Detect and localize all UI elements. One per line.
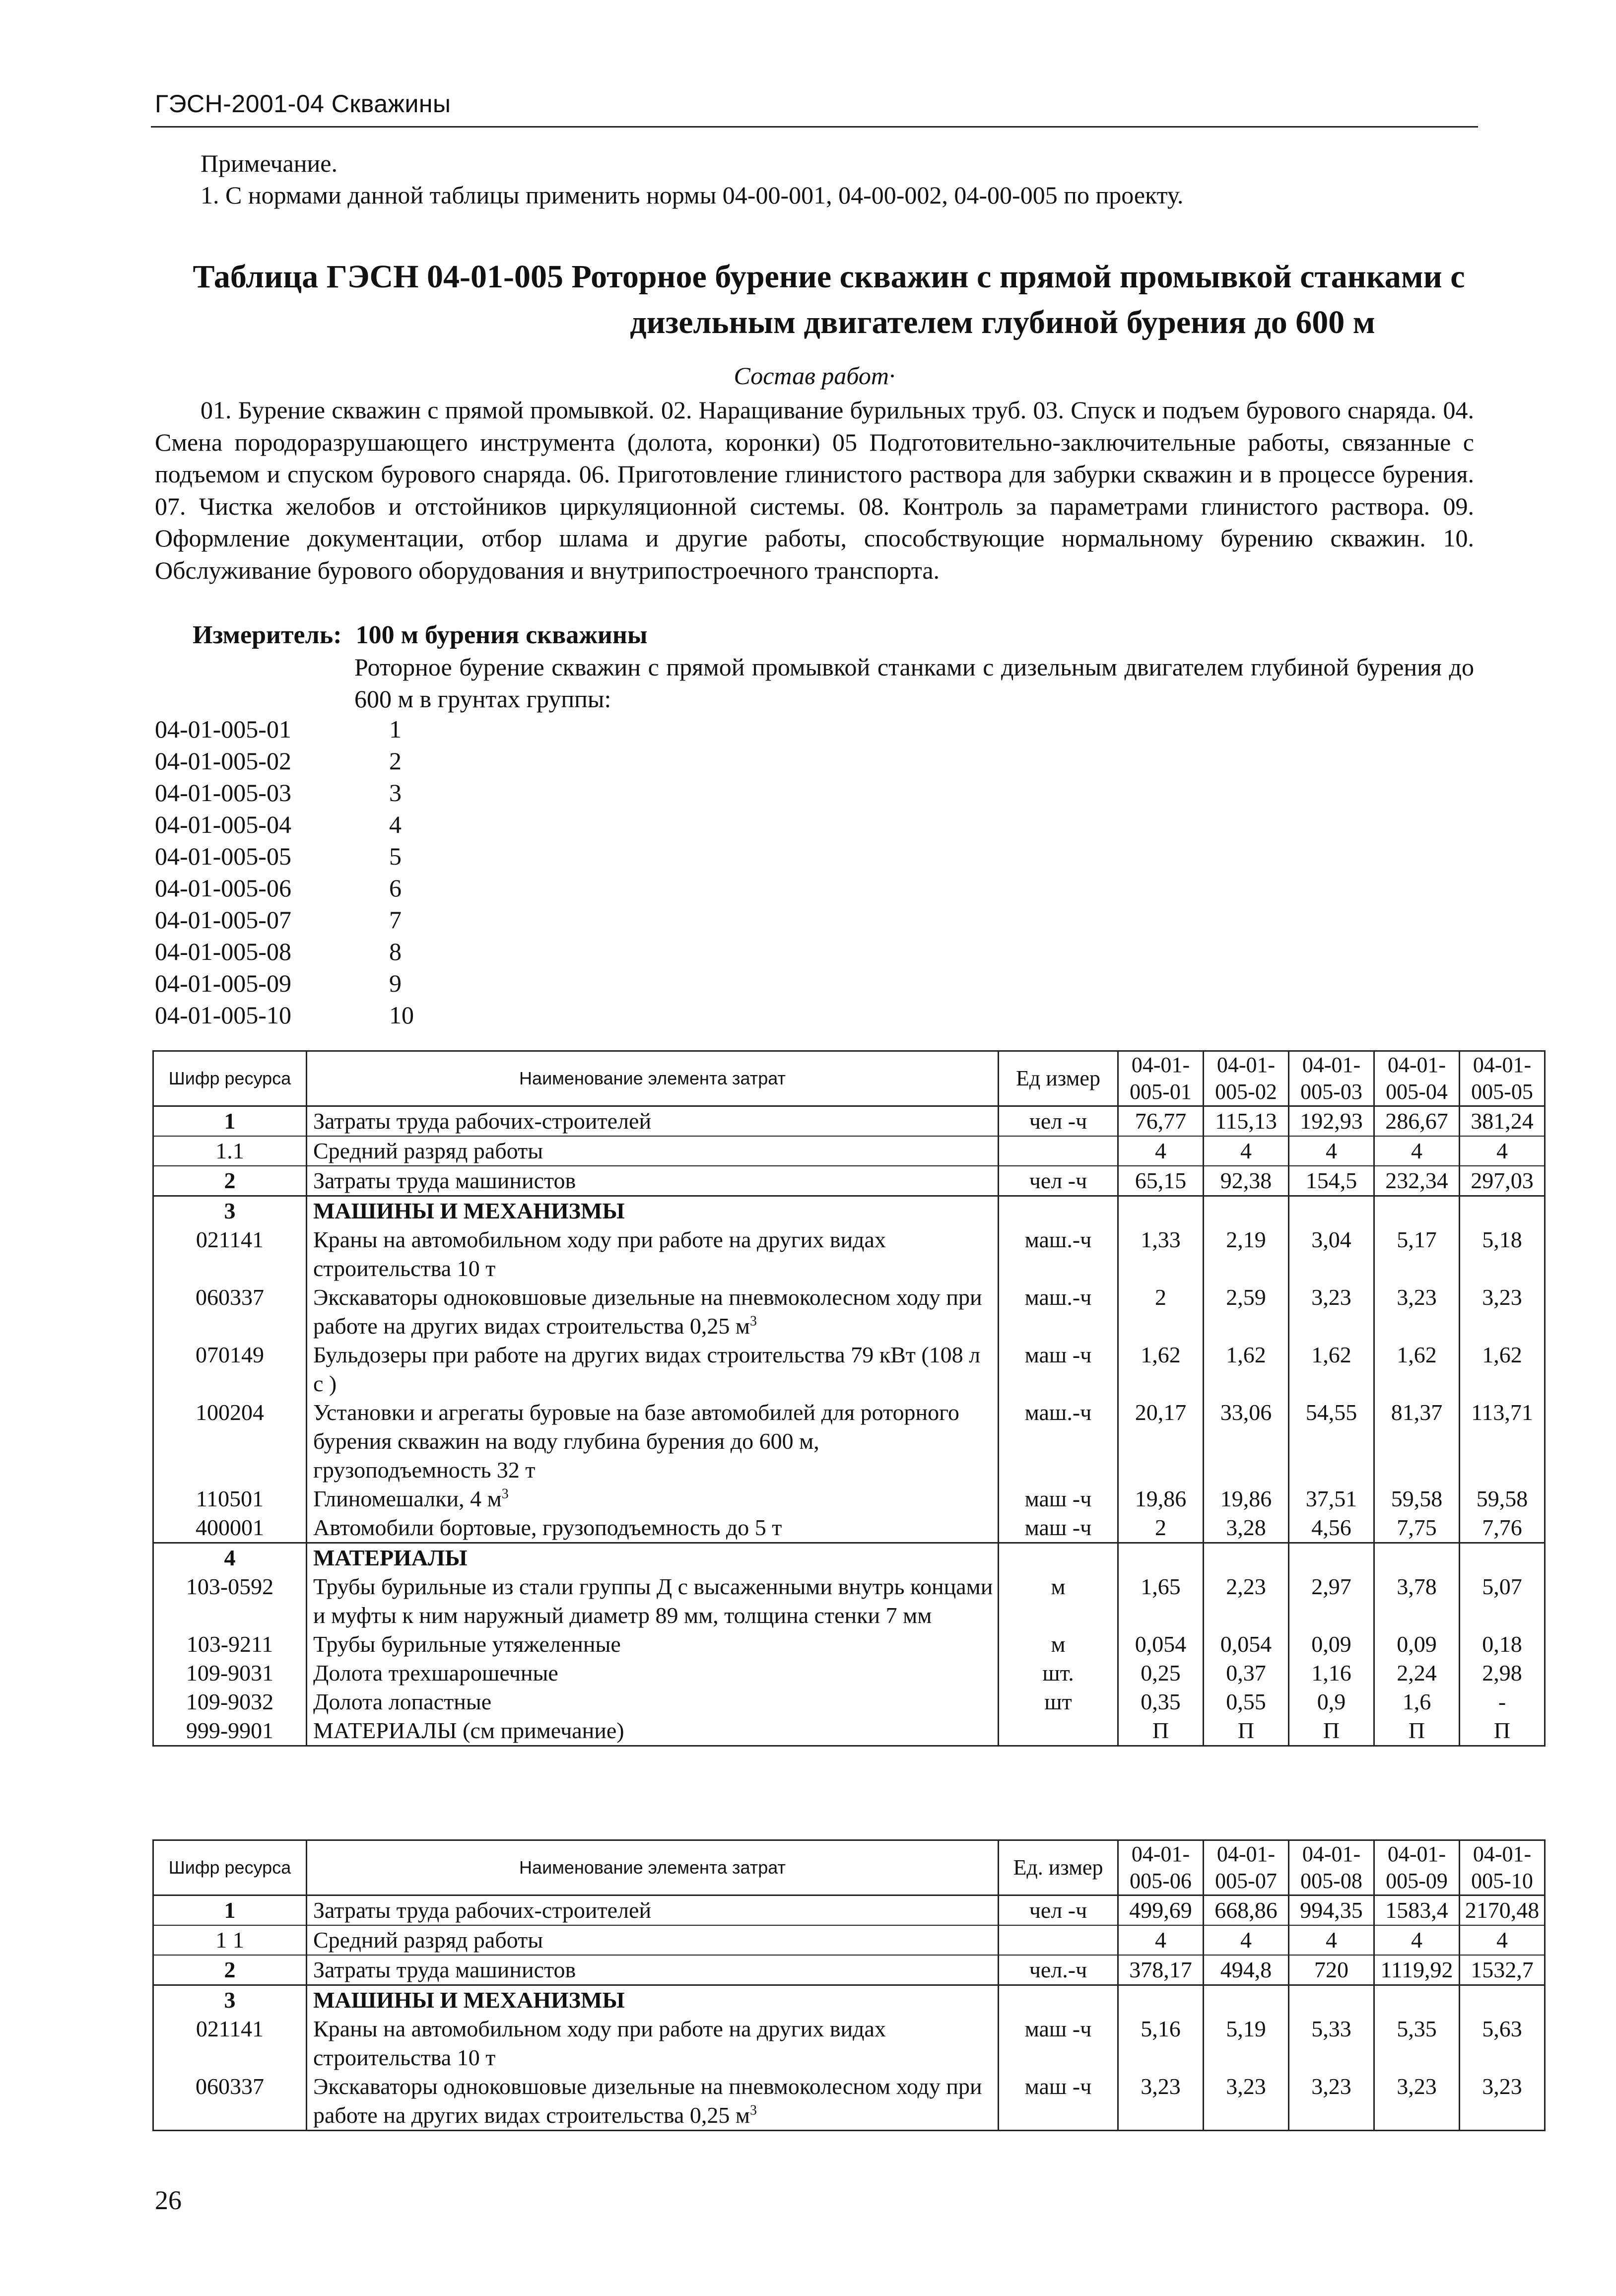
cell-name: [307, 2072, 999, 2131]
cell-unit: маш -ч: [999, 1513, 1118, 1543]
cell-name: [307, 1513, 999, 1543]
cell-value: 20,17: [1118, 1398, 1204, 1485]
table-row: [153, 1106, 1545, 1137]
header-col-bottom: 005-08: [1300, 1869, 1362, 1893]
cell-value: 232,34: [1374, 1166, 1460, 1196]
cell-code: 060337: [153, 1283, 307, 1341]
cell-unit: маш -ч: [999, 2072, 1118, 2131]
variant-group: 7: [389, 906, 402, 934]
header-col: [1204, 1051, 1289, 1106]
variant-group: 8: [389, 938, 402, 965]
variant-group: 10: [389, 1001, 414, 1029]
header-col: [1460, 1840, 1545, 1895]
cell-value: 5,17: [1374, 1225, 1460, 1283]
variant-code: 04-01-005-03: [155, 779, 291, 807]
cell-name-text: Глиномешалки, 4 м: [313, 1486, 502, 1511]
cell-value: 2170,48: [1460, 1895, 1545, 1926]
cell-unit: [999, 1136, 1118, 1166]
cell-name: [307, 1572, 999, 1630]
cell-name: [307, 1283, 999, 1341]
cell-name-text: Трубы бурильные утяжеленные: [313, 1631, 621, 1657]
cell-name: [307, 1225, 999, 1283]
cell-value: [1460, 1543, 1545, 1573]
cell-value: 54,55: [1289, 1398, 1374, 1485]
header-code: Шифр ресурса: [153, 1840, 307, 1895]
table-title-line2: дизельным двигателем глубиной бурения до 600 м: [630, 304, 1375, 340]
cell-value: 81,37: [1374, 1398, 1460, 1485]
cell-code: 2: [153, 1166, 307, 1196]
cell-unit: чел -ч: [999, 1895, 1118, 1926]
header-col-top: 04-01-: [1387, 1842, 1446, 1866]
note-title: Примечание.: [201, 149, 338, 177]
cell-value: 4: [1460, 1136, 1545, 1166]
table-header-row: [153, 1840, 1545, 1895]
variant-group: 5: [389, 842, 402, 870]
note-item: 1. С нормами данной таблицы применить нормы 04-00-001, 04-00-002, 04-00-005 по проекту.: [201, 181, 1184, 209]
cell-value: 3,23: [1460, 1283, 1545, 1341]
cell-name-superscript: 3: [750, 1313, 757, 1329]
cell-value: 3,23: [1289, 2072, 1374, 2131]
cell-name-text: Установки и агрегаты буровые на базе автомобилей для роторного бурения скважин на воду глубина бурения до 600 м, грузоподъемность 32 т: [313, 1400, 959, 1483]
cell-unit: чел -ч: [999, 1166, 1118, 1196]
cell-name-text: Краны на автомобильном ходу при работе на других видах строительства 10 т: [313, 1227, 886, 1281]
cell-name: [307, 1985, 999, 2015]
cell-value: 2,98: [1460, 1659, 1545, 1688]
header-col-top: 04-01-: [1302, 1842, 1361, 1866]
measure-value: 100 м бурения скважины: [355, 621, 648, 649]
header-col-top: 04-01-: [1387, 1053, 1446, 1077]
cell-value: [1204, 1543, 1289, 1573]
cell-code: 1: [153, 1106, 307, 1137]
cell-unit: [999, 1543, 1118, 1573]
cell-name-text: Бульдозеры при работе на других видах строительства 79 кВт (108 л с ): [313, 1342, 981, 1396]
cell-name-text: Средний разряд работы: [313, 1138, 543, 1163]
variant-code: 04-01-005-07: [155, 906, 291, 934]
cell-code: 109-9032: [153, 1688, 307, 1716]
resource-table-2: [152, 1839, 1546, 2131]
cell-value: П: [1460, 1716, 1545, 1746]
cell-value: 76,77: [1118, 1106, 1204, 1137]
table-row: [153, 1895, 1545, 1926]
cell-value: 0,09: [1374, 1630, 1460, 1659]
cell-name-text: Затраты труда машинистов: [313, 1957, 576, 1982]
cell-value: 1119,92: [1374, 1955, 1460, 1985]
table-row: [153, 1716, 1545, 1746]
cell-code: 1.1: [153, 1136, 307, 1166]
cell-unit: маш -ч: [999, 1341, 1118, 1398]
cell-value: 381,24: [1460, 1106, 1545, 1137]
cell-unit: чел -ч: [999, 1106, 1118, 1137]
cell-name: [307, 1716, 999, 1746]
table-title-line1: Таблица ГЭСН 04-01-005 Роторное бурение скважин с прямой промывкой станками с: [193, 259, 1465, 295]
table-row: [153, 1955, 1545, 1985]
cell-code: 2: [153, 1955, 307, 1985]
table-row: [153, 1688, 1545, 1716]
cell-value: 0,09: [1289, 1630, 1374, 1659]
cell-value: 1,6: [1374, 1688, 1460, 1716]
cell-value: [1374, 1196, 1460, 1226]
table-row: [153, 1630, 1545, 1659]
cell-value: 1532,7: [1460, 1955, 1545, 1985]
cell-code: 103-9211: [153, 1630, 307, 1659]
table-row: [153, 1659, 1545, 1688]
header-code: Шифр ресурса: [153, 1051, 307, 1106]
cell-value: 3,23: [1374, 1283, 1460, 1341]
cell-name: [307, 1688, 999, 1716]
header-unit: Ед. измер: [999, 1840, 1118, 1895]
cell-code: 110501: [153, 1485, 307, 1513]
cell-value: 4: [1460, 1925, 1545, 1955]
cell-value: 59,58: [1374, 1485, 1460, 1513]
cell-name: [307, 1196, 999, 1226]
cell-code: 109-9031: [153, 1659, 307, 1688]
cell-value: 7,75: [1374, 1513, 1460, 1543]
table-row: [153, 1341, 1545, 1398]
header-col-top: 04-01-: [1131, 1842, 1190, 1866]
cell-value: 720: [1289, 1955, 1374, 1985]
header-col-bottom: 005-10: [1471, 1869, 1533, 1893]
variant-code: 04-01-005-09: [155, 969, 291, 997]
cell-name: [307, 1485, 999, 1513]
measure-label: Измеритель:: [193, 621, 342, 649]
cell-name-text: Затраты труда рабочих-строителей: [313, 1108, 652, 1134]
cell-name: [307, 1341, 999, 1398]
cell-value: 2: [1118, 1283, 1204, 1341]
cell-value: [1204, 1985, 1289, 2015]
cell-value: 1,65: [1118, 1572, 1204, 1630]
header-col: [1289, 1051, 1374, 1106]
cell-value: П: [1289, 1716, 1374, 1746]
cell-value: 4: [1289, 1925, 1374, 1955]
cell-unit: [999, 1196, 1118, 1226]
header-col-top: 04-01-: [1216, 1053, 1276, 1077]
cell-name-text: МАШИНЫ И МЕХАНИЗМЫ: [313, 1987, 625, 2013]
cell-value: 2,23: [1204, 1572, 1289, 1630]
cell-value: 2,59: [1204, 1283, 1289, 1341]
cell-unit: маш.-ч: [999, 1225, 1118, 1283]
resource-table-1: [152, 1050, 1546, 1747]
cell-name: [307, 1106, 999, 1137]
variant-group: 3: [389, 779, 402, 807]
cell-value: 4: [1374, 1925, 1460, 1955]
cell-value: 0,054: [1118, 1630, 1204, 1659]
table-row: [153, 1985, 1545, 2015]
cell-value: 5,63: [1460, 2015, 1545, 2072]
cell-value: 3,23: [1374, 2072, 1460, 2131]
cell-value: 5,35: [1374, 2015, 1460, 2072]
cell-value: 5,18: [1460, 1225, 1545, 1283]
cell-value: П: [1374, 1716, 1460, 1746]
cell-code: 400001: [153, 1513, 307, 1543]
header-col: [1118, 1840, 1204, 1895]
cell-value: 3,78: [1374, 1572, 1460, 1630]
cell-code: 3: [153, 1196, 307, 1226]
cell-value: 2,24: [1374, 1659, 1460, 1688]
cell-value: 499,69: [1118, 1895, 1204, 1926]
cell-value: [1374, 1985, 1460, 2015]
cell-name-text: Средний разряд работы: [313, 1927, 543, 1953]
cell-value: 378,17: [1118, 1955, 1204, 1985]
cell-value: 0,18: [1460, 1630, 1545, 1659]
cell-value: 92,38: [1204, 1166, 1289, 1196]
cell-name: [307, 1955, 999, 1985]
variant-code: 04-01-005-06: [155, 874, 291, 902]
cell-value: 5,33: [1289, 2015, 1374, 2072]
cell-name: [307, 1136, 999, 1166]
cell-value: 154,5: [1289, 1166, 1374, 1196]
cell-value: 3,28: [1204, 1513, 1289, 1543]
cell-name-text: Автомобили бортовые, грузоподъемность до 5 т: [313, 1515, 782, 1540]
cell-name: [307, 1543, 999, 1573]
cell-value: 3,23: [1460, 2072, 1545, 2131]
running-header: ГЭСН-2001-04 Скважины: [155, 90, 451, 118]
cell-value: 0,35: [1118, 1688, 1204, 1716]
cell-name: [307, 1659, 999, 1688]
cell-name: [307, 1895, 999, 1926]
variant-code: 04-01-005-04: [155, 810, 291, 838]
cell-value: 37,51: [1289, 1485, 1374, 1513]
cell-code: 1 1: [153, 1925, 307, 1955]
header-col: [1374, 1051, 1460, 1106]
cell-unit: маш -ч: [999, 1485, 1118, 1513]
variant-code: 04-01-005-02: [155, 747, 291, 775]
table-row: [153, 1136, 1545, 1166]
header-col: [1374, 1840, 1460, 1895]
table-row: [153, 1166, 1545, 1196]
table-row: [153, 1925, 1545, 1955]
cell-value: 297,03: [1460, 1166, 1545, 1196]
cell-name-text: МАТЕРИАЛЫ (см примечание): [313, 1718, 624, 1743]
cell-value: 3,23: [1289, 1283, 1374, 1341]
cell-code: 070149: [153, 1341, 307, 1398]
table-row: [153, 1283, 1545, 1341]
header-rule: [151, 126, 1478, 128]
header-col: [1118, 1051, 1204, 1106]
cell-value: 286,67: [1374, 1106, 1460, 1137]
header-col-top: 04-01-: [1473, 1053, 1532, 1077]
header-col-bottom: 005-02: [1215, 1080, 1277, 1104]
variant-group: 2: [389, 747, 402, 775]
table-header-row: [153, 1051, 1545, 1106]
cell-code: 1: [153, 1895, 307, 1926]
cell-name: [307, 2015, 999, 2072]
cell-value: 192,93: [1289, 1106, 1374, 1137]
cell-code: 060337: [153, 2072, 307, 2131]
cell-value: 19,86: [1204, 1485, 1289, 1513]
cell-name-text: Краны на автомобильном ходу при работе на других видах строительства 10 т: [313, 2016, 886, 2070]
cell-value: 113,71: [1460, 1398, 1545, 1485]
header-name: Наименование элемента затрат: [307, 1840, 999, 1895]
cell-name-text: Долота трехшарошечные: [313, 1660, 558, 1686]
variant-code: 04-01-005-08: [155, 938, 291, 965]
table-row: [153, 1543, 1545, 1573]
header-col-bottom: 005-05: [1471, 1080, 1533, 1104]
cell-value: 0,55: [1204, 1688, 1289, 1716]
cell-unit: шт.: [999, 1659, 1118, 1688]
cell-value: 3,23: [1118, 2072, 1204, 2131]
cell-value: 4: [1118, 1136, 1204, 1166]
cell-code: 4: [153, 1543, 307, 1573]
cell-value: 5,07: [1460, 1572, 1545, 1630]
cell-value: 19,86: [1118, 1485, 1204, 1513]
cell-code: 3: [153, 1985, 307, 2015]
cell-name: [307, 1630, 999, 1659]
table-row: [153, 1485, 1545, 1513]
cell-value: [1204, 1196, 1289, 1226]
header-name: Наименование элемента затрат: [307, 1051, 999, 1106]
variant-group: 4: [389, 810, 402, 838]
cell-value: 0,9: [1289, 1688, 1374, 1716]
cell-name: [307, 1166, 999, 1196]
cell-unit: [999, 1716, 1118, 1746]
cell-value: 33,06: [1204, 1398, 1289, 1485]
variant-code: 04-01-005-05: [155, 842, 291, 870]
variant-code: 04-01-005-01: [155, 715, 291, 743]
header-col-bottom: 005-07: [1215, 1869, 1277, 1893]
cell-value: [1118, 1196, 1204, 1226]
table-row: [153, 2072, 1545, 2131]
cell-value: 4: [1204, 1925, 1289, 1955]
cell-name-text: Экскаваторы одноковшовые дизельные на пневмоколесном ходу при работе на других видах строительства 0,25 м: [313, 2074, 982, 2128]
header-col: [1204, 1840, 1289, 1895]
cell-unit: чел.-ч: [999, 1955, 1118, 1985]
cell-unit: м: [999, 1630, 1118, 1659]
table-row: [153, 2015, 1545, 2072]
cell-name-text: МАШИНЫ И МЕХАНИЗМЫ: [313, 1198, 625, 1223]
cell-value: -: [1460, 1688, 1545, 1716]
cell-value: 5,19: [1204, 2015, 1289, 2072]
cell-code: 021141: [153, 2015, 307, 2072]
table-title: [174, 254, 1484, 345]
variant-group: 6: [389, 874, 402, 902]
variant-group: 9: [389, 969, 402, 997]
cell-unit: [999, 1985, 1118, 2015]
cell-value: 994,35: [1289, 1895, 1374, 1926]
header-col-top: 04-01-: [1131, 1053, 1190, 1077]
table-row: [153, 1398, 1545, 1485]
header-col-top: 04-01-: [1302, 1053, 1361, 1077]
header-col-top: 04-01-: [1473, 1842, 1532, 1866]
cell-code: 999-9901: [153, 1716, 307, 1746]
cell-code: 100204: [153, 1398, 307, 1485]
table-row: [153, 1196, 1545, 1226]
cell-unit: маш.-ч: [999, 1283, 1118, 1341]
measure-line: [193, 620, 647, 650]
cell-name-text: МАТЕРИАЛЫ: [313, 1545, 468, 1570]
header-col-top: 04-01-: [1216, 1842, 1276, 1866]
header-col-bottom: 005-09: [1386, 1869, 1448, 1893]
table-row: [153, 1513, 1545, 1543]
cell-value: 1,62: [1460, 1341, 1545, 1398]
cell-value: 1,62: [1374, 1341, 1460, 1398]
cell-value: 4: [1374, 1136, 1460, 1166]
header-col: [1289, 1840, 1374, 1895]
cell-value: [1460, 1196, 1545, 1226]
header-col-bottom: 005-06: [1130, 1869, 1192, 1893]
cell-value: 115,13: [1204, 1106, 1289, 1137]
header-col-bottom: 005-01: [1130, 1080, 1192, 1104]
cell-value: 668,86: [1204, 1895, 1289, 1926]
cell-value: [1374, 1543, 1460, 1573]
table-row: [153, 1572, 1545, 1630]
cell-value: 7,76: [1460, 1513, 1545, 1543]
cell-value: 0,37: [1204, 1659, 1289, 1688]
cell-value: [1289, 1543, 1374, 1573]
page-number: 26: [155, 2185, 182, 2215]
cell-value: 1,62: [1289, 1341, 1374, 1398]
cell-unit: маш.-ч: [999, 1398, 1118, 1485]
cell-name-text: Экскаваторы одноковшовые дизельные на пневмоколесном ходу при работе на других видах строительства 0,25 м: [313, 1284, 982, 1339]
header-col-bottom: 005-04: [1386, 1080, 1448, 1104]
cell-unit: маш -ч: [999, 2015, 1118, 2072]
cell-value: [1460, 1985, 1545, 2015]
cell-value: 2: [1118, 1513, 1204, 1543]
cell-name-text: Затраты труда машинистов: [313, 1168, 576, 1193]
cell-value: [1289, 1985, 1374, 2015]
cell-value: 3,23: [1204, 2072, 1289, 2131]
header-col: [1460, 1051, 1545, 1106]
cell-value: 3,04: [1289, 1225, 1374, 1283]
cell-name: [307, 1398, 999, 1485]
cell-unit: м: [999, 1572, 1118, 1630]
table-row: [153, 1225, 1545, 1283]
cell-value: 1,62: [1118, 1341, 1204, 1398]
cell-value: 4,56: [1289, 1513, 1374, 1543]
cell-name-text: Долота лопастные: [313, 1689, 492, 1714]
cell-value: П: [1118, 1716, 1204, 1746]
variant-description: Роторное бурение скважин с прямой промывкой станками с дизельным двигателем глубиной бурения до 600 м в грунтах группы:: [354, 653, 1474, 713]
cell-unit: шт: [999, 1688, 1118, 1716]
cell-value: 2,19: [1204, 1225, 1289, 1283]
variant-code: 04-01-005-10: [155, 1001, 291, 1029]
cell-name-text: Трубы бурильные из стали группы Д с высаженными внутрь концами и муфты к ним наружный диаметр 89 мм, толщина стенки 7 мм: [313, 1574, 993, 1628]
cell-value: 65,15: [1118, 1166, 1204, 1196]
cell-code: 021141: [153, 1225, 307, 1283]
cell-value: [1118, 1985, 1204, 2015]
cell-value: 0,054: [1204, 1630, 1289, 1659]
header-col-bottom: 005-03: [1300, 1080, 1362, 1104]
cell-value: [1118, 1543, 1204, 1573]
cell-name-text: Затраты труда рабочих-строителей: [313, 1897, 652, 1923]
cell-name-superscript: 3: [501, 1486, 509, 1502]
composition-title: Состав работ·: [734, 362, 895, 390]
cell-value: 4: [1118, 1925, 1204, 1955]
cell-value: 1,33: [1118, 1225, 1204, 1283]
cell-unit: [999, 1925, 1118, 1955]
cell-value: 1583,4: [1374, 1895, 1460, 1926]
cell-value: [1289, 1196, 1374, 1226]
cell-value: 1,62: [1204, 1341, 1289, 1398]
header-unit: Ед измер: [999, 1051, 1118, 1106]
cell-value: 1,16: [1289, 1659, 1374, 1688]
cell-value: 2,97: [1289, 1572, 1374, 1630]
cell-name: [307, 1925, 999, 1955]
cell-value: 4: [1289, 1136, 1374, 1166]
cell-value: 4: [1204, 1136, 1289, 1166]
cell-value: 59,58: [1460, 1485, 1545, 1513]
cell-name-superscript: 3: [750, 2102, 757, 2118]
cell-value: 494,8: [1204, 1955, 1289, 1985]
composition-text: 01. Бурение скважин с прямой промывкой. 02. Наращивание бурильных труб. 03. Спуск и подъем бурового снаряда. 04. Смена породоразрушающего инструмента (долота, коронки) 05 Подготовительно-заключительные работы, связанные с подъемом и спуском бурового снаряда. 06. Приготовление глинистого раствора для забурки скважин и в процессе бурения. 07. Чистка желобов и отстойников циркуляционной системы. 08. Контроль за параметрами глинистого раствора. 09. Оформление документации, отбор шлама и другие работы, способствующие нормальному бурению скважин. 10. Обслуживание бурового оборудования и внутрипостроечного транспорта.: [155, 396, 1474, 584]
cell-value: 0,25: [1118, 1659, 1204, 1688]
cell-value: 5,16: [1118, 2015, 1204, 2072]
cell-value: П: [1204, 1716, 1289, 1746]
cell-code: 103-0592: [153, 1572, 307, 1630]
variant-group: 1: [389, 715, 402, 743]
